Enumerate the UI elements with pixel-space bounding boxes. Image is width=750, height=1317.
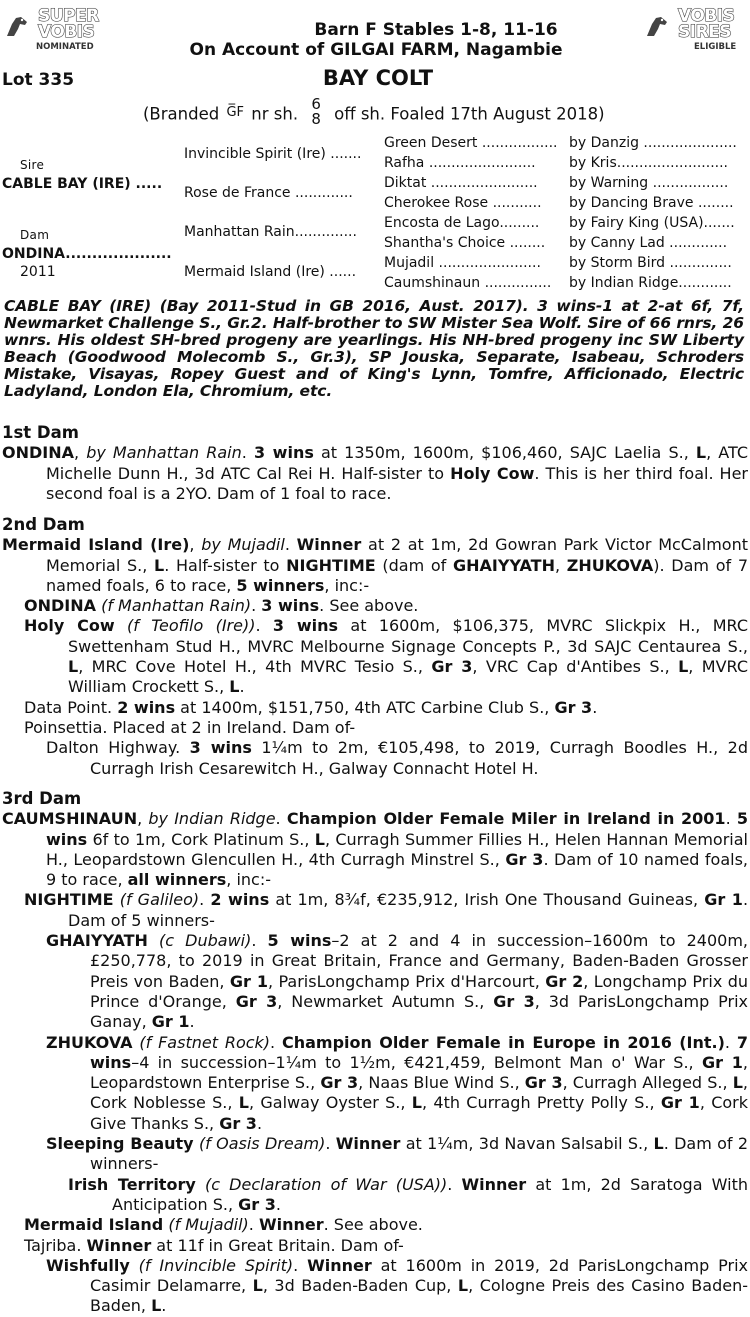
- logo-right-sub: ELIGIBLE: [694, 42, 737, 52]
- brand-number: 6 8: [311, 95, 321, 128]
- gen4-4: by Dancing Brave ........: [569, 195, 734, 211]
- tajriba-entry: Tajriba. Winner at 11f in Great Britain. Dam of-: [24, 1235, 404, 1255]
- dam-name: ONDINA....................: [2, 246, 172, 262]
- logo-right-line2: SIRES: [678, 22, 732, 42]
- mermaid-island-entry: Mermaid Island (f Mujadil). Winner. See above.: [24, 1215, 423, 1235]
- poinsettia-entry: Poinsettia. Placed at 2 in Ireland. Dam of-: [24, 717, 356, 737]
- first-dam-heading: 1st Dam: [2, 423, 79, 442]
- irish-territory-entry: Irish Territory (c Declaration of War (USA)). Winner at 1m, 2d Saratoga With Anticipation S., Gr 3.: [68, 1174, 749, 1214]
- logo-left-sub: NOMINATED: [36, 42, 94, 52]
- sex-colour-title: BAY COLT: [322, 66, 434, 90]
- second-dam-text: Mermaid Island (Ire), by Mujadil. Winner at 2 at 1m, 2d Gowran Park Victor McCalmont Memorial S., L. Half-sister to NIGHTIME (dam of GHAIYYATH, ZHUKOVA). Dam of 7 named foals, 6 to race, 5 winners, inc:-: [2, 535, 749, 595]
- gen3-2: Rafha ........................: [384, 155, 536, 171]
- gen3-1: Green Desert .................: [384, 135, 558, 151]
- second-dam-heading: 2nd Dam: [2, 515, 85, 534]
- brand-line: (Branded $^{G̅F}$ nr sh. 6 8 off sh. Foaled 17th August 2018): [143, 95, 605, 128]
- brand-mark: G̅F: [226, 104, 245, 120]
- logo-left-line2: VOBIS: [38, 22, 95, 42]
- gen2-sire-dam: Rose de France .............: [184, 185, 353, 201]
- pedigree-table: [0, 134, 750, 294]
- gen2-dam-sire: Manhattan Rain..............: [184, 224, 357, 240]
- second-dam-section: [2, 513, 748, 779]
- gen4-6: by Canny Lad .............: [569, 235, 728, 251]
- third-dam-section: [2, 787, 748, 1317]
- dam-year: 2011: [20, 264, 56, 280]
- gen2-dam-dam: Mermaid Island (Ire) ......: [184, 264, 357, 280]
- third-dam-heading: 3rd Dam: [2, 789, 82, 808]
- holy-cow-entry: Holy Cow (f Teofilo (Ire)). 3 wins at 1600m, $106,375, MVRC Slickpix H., MRC Swettenham Stud H., MVRC Melbourne Signage Concepts P., 3d SAJC Centaurea S., L, MRC Cove Hotel H., 4th MVRC Tesio S., Gr 3, VRC Cap d'Antibes S., L, MVRC William Crockett S., L.: [24, 616, 749, 697]
- gen4-5: by Fairy King (USA).......: [569, 215, 735, 231]
- sire-blurb: CABLE BAY (IRE) (Bay 2011-Stud in GB 2016, Aust. 2017). 3 wins-1 at 2-at 6f, 7f, Newmarket Challenge S., Gr.2. Half-brother to SW Mister Sea Wolf. Sire of 66 rnrs, 26 wnrs. His oldest SH-bred progeny are yearlings. His NH-bred progeny inc SW Liberty Beach (Goodwood Molecomb S., Gr.3), SP Jouska, Separate, Isabeau, Schroders Mistake, Visayas, Ropey Guest and of King's Lynn, Tomfre, Afficionado, Electric Ladyland, London Ela, Chromium, etc.: [4, 297, 744, 400]
- data-point-entry: Data Point. 2 wins at 1400m, $151,750, 4th ATC Carbine Club S., Gr 3.: [24, 697, 598, 717]
- dam-label: Dam: [20, 228, 50, 242]
- nightime-entry: NIGHTIME (f Galileo). 2 wins at 1m, 8¾f, €235,912, Irish One Thousand Guineas, Gr 1. Dam of 5 winners-: [24, 890, 749, 930]
- ghaiyyath-entry: GHAIYYATH (c Dubawi). 5 wins–2 at 2 and 4 in succession–1600m to 2400m, £250,778, to 2019 in Great Britain, France and Germany, Baden-Baden Grosser Preis von Baden, Gr 1, ParisLongchamp Prix d'Harcourt, Gr 2, Longchamp Prix du Prince d'Orange, Gr 3, Newmarket Autumn S., Gr 3, 3d ParisLongchamp Prix Ganay, Gr 1.: [46, 931, 749, 1032]
- gen4-2: by Kris.........................: [569, 155, 728, 171]
- ondina-entry: ONDINA (f Manhattan Rain). 3 wins. See above.: [24, 596, 419, 616]
- gen3-4: Cherokee Rose ...........: [384, 195, 542, 211]
- gen2-sire-sire: Invincible Spirit (Ire) .......: [184, 146, 362, 162]
- gen3-5: Encosta de Lago.........: [384, 215, 540, 231]
- gen3-8: Caumshinaun ...............: [384, 275, 552, 291]
- account-line: On Account of GILGAI FARM, Nagambie: [189, 40, 563, 60]
- stables-line: Barn F Stables 1-8, 11-16: [314, 20, 558, 40]
- lot-number: Lot 335: [2, 70, 75, 90]
- dalton-highway-entry: Dalton Highway. 3 wins 1¼m to 2m, €105,498, to 2019, Curragh Boodles H., 2d Curragh Irish Cesarewitch H., Galway Connacht Hotel H.: [46, 738, 749, 778]
- logo-right-line1: VOBIS: [678, 6, 735, 26]
- wishfully-entry: Wishfully (f Invincible Spirit). Winner at 1600m in 2019, 2d ParisLongchamp Prix Casimir Delamarre, L, 3d Baden-Baden Cup, L, Cologne Preis des Casino Baden-Baden, L.: [46, 1255, 749, 1316]
- sire-name: CABLE BAY (IRE) .....: [2, 176, 163, 192]
- gen4-1: by Danzig .....................: [569, 135, 737, 151]
- gen4-3: by Warning .................: [569, 175, 729, 191]
- gen3-3: Diktat ........................: [384, 175, 538, 191]
- zhukova-entry: ZHUKOVA (f Fastnet Rock). Champion Older Female in Europe in 2016 (Int.). 7 wins–4 in succession–1¼m to 1½m, €421,459, Belmont Man o' War S., Gr 1, Leopardstown Enterprise S., Gr 3, Naas Blue Wind S., Gr 3, Curragh Alleged S., L, Cork Noblesse S., L, Galway Oyster S., L, 4th Curragh Pretty Polly S., Gr 1, Cork Give Thanks S., Gr 3.: [46, 1032, 749, 1133]
- sire-label: Sire: [20, 158, 45, 172]
- gen4-7: by Storm Bird ..............: [569, 255, 732, 271]
- first-dam-text: ONDINA, by Manhattan Rain. 3 wins at 1350m, 1600m, $106,460, SAJC Laelia S., L, ATC Michelle Dunn H., 3d ATC Cal Rei H. Half-sister to Holy Cow. This is her third foal. Her second foal is a 2YO. Dam of 1 foal to race.: [2, 443, 748, 503]
- gen4-8: by Indian Ridge............: [569, 275, 732, 291]
- sleeping-beauty-entry: Sleeping Beauty (f Oasis Dream). Winner at 1¼m, 3d Navan Salsabil S., L. Dam of 2 winners-: [46, 1134, 749, 1174]
- third-dam-text: CAUMSHINAUN, by Indian Ridge. Champion Older Female Miler in Ireland in 2001. 5 wins 6f to 1m, Cork Platinum S., L, Curragh Summer Fillies H., Helen Hannan Memorial H., Leopardstown Glencullen H., 4th Curragh Minstrel S., Gr 3. Dam of 10 named foals, 9 to race, all winners, inc:-: [2, 809, 749, 890]
- gen3-6: Shantha's Choice ........: [384, 235, 546, 251]
- first-dam-section: [2, 421, 748, 504]
- logo-left-line1: SUPER: [38, 6, 99, 26]
- gen3-7: Mujadil .......................: [384, 255, 541, 271]
